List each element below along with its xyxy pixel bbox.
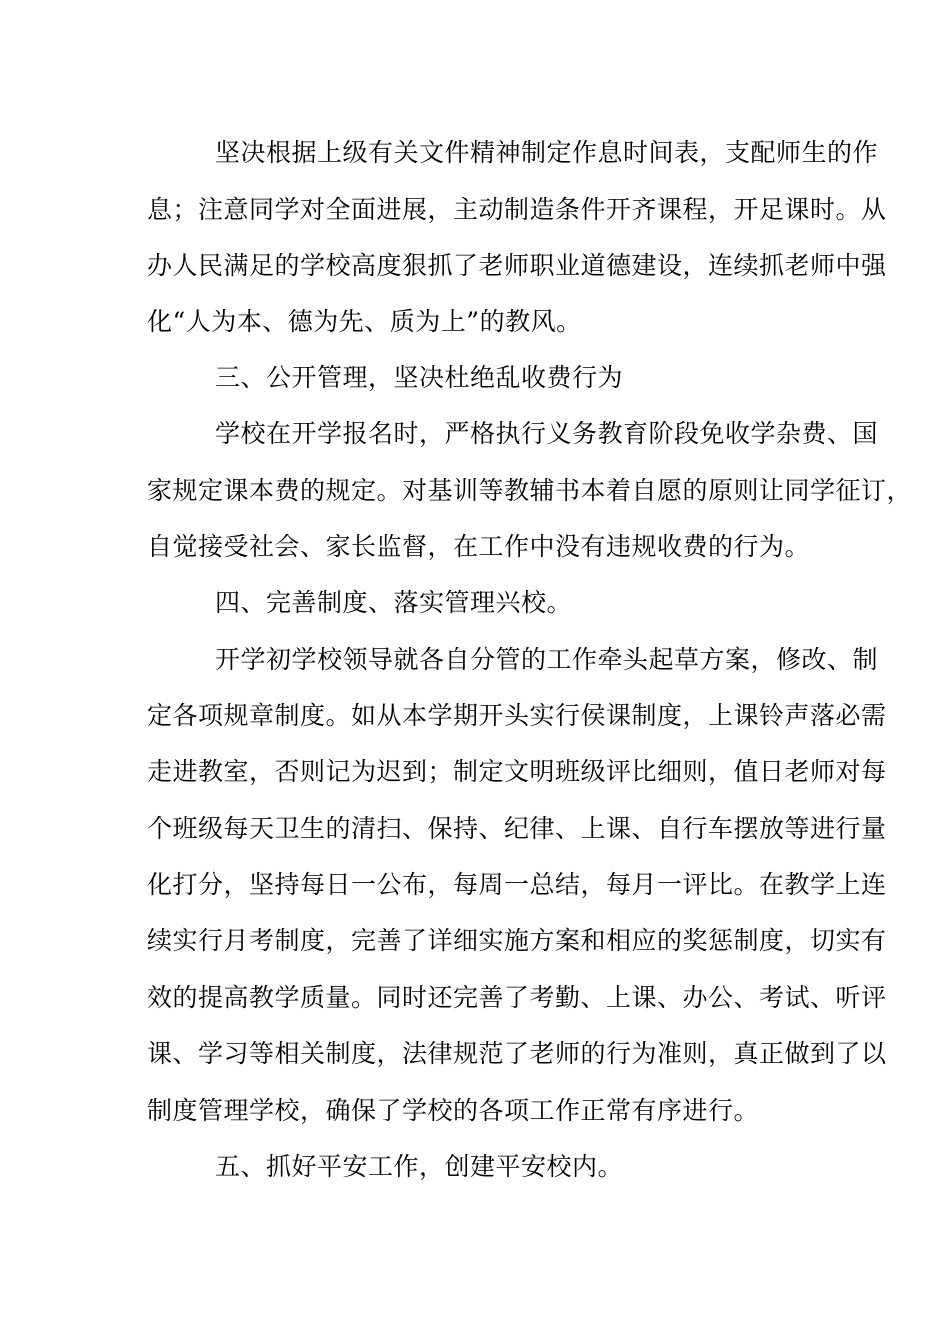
paragraph-1-line-2: 息；注意同学对全面进展，主动制造条件开齐课程，开足课时。从: [147, 195, 887, 224]
paragraph-3-line-2: 定各项规章制度。如从本学期开头实行侯课制度，上课铃声落必需: [147, 701, 887, 730]
section-heading-5: 五、抓好平安工作，创建平安校内。: [215, 1152, 624, 1181]
paragraph-3-line-8: 课、学习等相关制度，法律规范了老师的行为准则，真正做到了以: [147, 1039, 887, 1068]
paragraph-2-line-3: 自觉接受社会、家长监督，在工作中没有违规收费的行为。: [147, 532, 811, 561]
paragraph-1-line-3: 办人民满足的学校高度狠抓了老师职业道德建设，连续抓老师中强: [147, 251, 887, 280]
paragraph-3-line-3: 走进教室，否则记为迟到；制定文明班级评比细则，值日老师对每: [147, 757, 887, 786]
section-heading-4: 四、完善制度、落实管理兴校。: [215, 588, 573, 617]
paragraph-2-line-1: 学校在开学报名时，严格执行义务教育阶段免收学杂费、国: [215, 419, 879, 448]
paragraph-3-line-4: 个班级每天卫生的清扫、保持、纪律、上课、自行车摆放等进行量: [147, 814, 887, 843]
paragraph-2-line-2: 家规定课本费的规定。对基训等教辅书本着自愿的原则让同学征订，: [147, 476, 913, 505]
paragraph-3-line-5: 化打分，坚持每日一公布，每周一总结，每月一评比。在教学上连: [147, 870, 887, 899]
paragraph-3-line-6: 续实行月考制度，完善了详细实施方案和相应的奖惩制度，切实有: [147, 926, 887, 955]
paragraph-3-line-9: 制度管理学校，确保了学校的各项工作正常有序进行。: [147, 1096, 760, 1125]
paragraph-1-line-1: 坚决根据上级有关文件精神制定作息时间表，支配师生的作: [215, 138, 879, 167]
paragraph-3-line-1: 开学初学校领导就各自分管的工作牵头起草方案，修改、制: [215, 645, 879, 674]
section-heading-3: 三、公开管理，坚决杜绝乱收费行为: [215, 363, 624, 392]
paragraph-1-line-4: 化“人为本、德为先、质为上”的教风。: [147, 307, 582, 336]
paragraph-3-line-7: 效的提高教学质量。同时还完善了考勤、上课、办公、考试、听评: [147, 983, 887, 1012]
